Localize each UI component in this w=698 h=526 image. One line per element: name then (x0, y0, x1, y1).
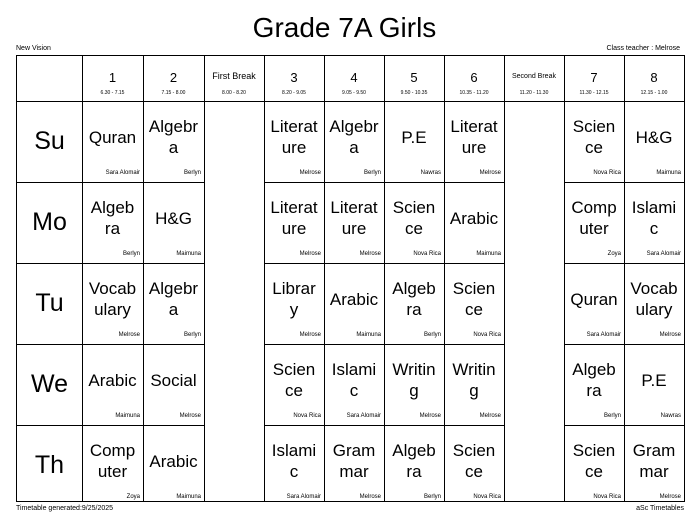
lesson-teacher: Sara Alomair (105, 170, 140, 176)
lesson-cell[interactable] (82, 263, 143, 344)
subject-line: c (649, 219, 659, 238)
lesson-teacher: Melrose (299, 170, 321, 176)
lesson-subject-text (272, 278, 315, 320)
period-time: 9.05 - 9.50 (342, 90, 366, 96)
subject-line: H&G (635, 127, 673, 147)
lesson-teacher: Sara Alomair (586, 332, 621, 338)
lesson-subject-text (272, 440, 316, 482)
lesson-teacher: Maimuna (115, 413, 140, 419)
subject-line: ce (585, 138, 603, 157)
subject-line: P.E (401, 127, 427, 147)
lesson-cell[interactable] (82, 182, 143, 263)
break-label: First Break (212, 71, 256, 81)
subject-line: Literat (270, 117, 318, 136)
lesson-cell[interactable] (564, 425, 624, 506)
subject-line: Arabic (329, 289, 379, 309)
lesson-subject (143, 182, 204, 254)
lesson-subject (143, 101, 204, 173)
subject-line: Algeb (572, 360, 616, 379)
lesson-subject-text (453, 278, 496, 320)
subject-line: Arabic (88, 370, 137, 390)
subject-line: Arabic (449, 208, 499, 228)
subject-line: Gram (332, 441, 376, 460)
lesson-cell[interactable] (264, 263, 324, 344)
subject-line: Algebr (148, 117, 199, 136)
lesson-teacher: Maimuna (176, 251, 201, 257)
lesson-cell[interactable] (143, 101, 204, 182)
day-label: Th (34, 451, 65, 479)
lesson-cell[interactable] (384, 101, 444, 182)
lesson-subject (564, 101, 624, 173)
lesson-subject (264, 182, 324, 254)
lesson-subject-text (332, 359, 376, 401)
lesson-subject (564, 263, 624, 335)
lesson-subject-text (570, 289, 617, 310)
subject-line: Algeb (392, 441, 436, 460)
lesson-subject-text (273, 359, 316, 401)
subject-line: ra (586, 381, 602, 400)
subject-line: g (409, 381, 419, 400)
subject-line: ce (465, 300, 483, 319)
subject-line: ure (461, 138, 487, 157)
lesson-subject (624, 182, 684, 254)
period-time: 11.30 - 12.15 (579, 90, 609, 96)
lesson-teacher: Melrose (659, 332, 681, 338)
lesson-teacher: Maimuna (176, 494, 201, 500)
lesson-subject (444, 101, 504, 173)
subject-line: Gram (632, 441, 676, 460)
lesson-subject-text (330, 197, 377, 239)
subject-line: ra (406, 300, 422, 319)
lesson-subject (444, 344, 504, 416)
day-label: Tu (35, 289, 64, 317)
subject-line: Literat (270, 198, 318, 217)
lesson-subject (264, 101, 324, 173)
timetable-grid (16, 55, 685, 502)
lesson-cell[interactable] (324, 425, 384, 506)
break-header (204, 56, 264, 101)
lesson-subject-text (401, 127, 426, 148)
subject-line: ure (341, 219, 367, 238)
lesson-teacher: Sara Alomair (646, 251, 681, 257)
page-title: Grade 7A Girls (252, 12, 437, 43)
subject-line: ulary (94, 300, 131, 319)
lesson-cell[interactable] (384, 425, 444, 506)
lesson-subject (82, 263, 143, 335)
lesson-subject (444, 263, 504, 335)
subject-line: ce (285, 381, 303, 400)
subject-line: Literat (330, 198, 378, 217)
lesson-cell[interactable] (143, 182, 204, 263)
lesson-subject-text (392, 359, 435, 401)
subject-line: ure (281, 219, 307, 238)
lesson-subject-text (91, 197, 134, 239)
subject-line: Writin (452, 360, 496, 379)
subject-line: Islami (271, 441, 317, 460)
lesson-cell[interactable] (624, 101, 684, 182)
lesson-teacher: Sara Alomair (346, 413, 381, 419)
lesson-subject (324, 425, 384, 497)
lesson-cell[interactable] (624, 344, 684, 425)
lesson-teacher: Melrose (359, 494, 381, 500)
lesson-teacher: Melrose (479, 413, 501, 419)
day-label: We (30, 370, 69, 398)
subject-line: uter (579, 219, 609, 238)
grid-line (504, 56, 505, 501)
lesson-cell[interactable] (143, 263, 204, 344)
lesson-cell[interactable] (82, 425, 143, 506)
subject-line: ure (281, 138, 307, 157)
lesson-teacher: Melrose (359, 251, 381, 257)
lesson-cell[interactable] (264, 344, 324, 425)
lesson-subject (624, 425, 684, 497)
lesson-teacher: Melrose (299, 332, 321, 338)
period-header (264, 56, 324, 101)
subject-line: g (469, 381, 479, 400)
lesson-cell[interactable] (624, 263, 684, 344)
period-header (564, 56, 624, 101)
lesson-cell[interactable] (444, 101, 504, 182)
lesson-cell[interactable] (564, 101, 624, 182)
period-number: 5 (410, 70, 418, 85)
lesson-teacher: Maimuna (476, 251, 501, 257)
lesson-teacher: Berlyn (423, 332, 441, 338)
subject-line: Scien (272, 360, 316, 379)
lesson-subject (624, 263, 684, 335)
lesson-teacher: Berlyn (183, 170, 201, 176)
lesson-cell[interactable] (384, 182, 444, 263)
period-time: 11.20 - 11.30 (519, 90, 549, 96)
subject-line: Scien (392, 198, 436, 217)
period-time: 10.35 - 11.20 (459, 90, 489, 96)
lesson-teacher: Sara Alomair (286, 494, 321, 500)
subject-line: Vocab (88, 279, 137, 298)
lesson-subject (444, 425, 504, 497)
period-time: 8.00 - 8.20 (222, 90, 246, 96)
lesson-subject (564, 344, 624, 416)
subject-line: H&G (155, 208, 192, 228)
lesson-teacher: Nawras (420, 170, 441, 176)
subject-line: ra (104, 219, 121, 238)
lesson-cell[interactable] (624, 425, 684, 506)
lesson-teacher: Nova Rica (293, 413, 321, 419)
subject-line: Quran (570, 289, 618, 309)
subject-line: y (289, 300, 299, 319)
subject-line: a (168, 138, 179, 157)
lesson-teacher: Berlyn (603, 413, 621, 419)
lesson-subject (564, 182, 624, 254)
period-header (384, 56, 444, 101)
lesson-teacher: Zoya (126, 494, 140, 500)
lesson-teacher: Melrose (179, 413, 201, 419)
period-time: 9.50 - 10.35 (400, 90, 428, 96)
subject-line: Algebr (329, 117, 379, 136)
lesson-cell[interactable] (264, 182, 324, 263)
lesson-cell[interactable] (444, 182, 504, 263)
lesson-subject (384, 263, 444, 335)
lesson-subject-text (392, 440, 435, 482)
lesson-subject-text (571, 197, 616, 239)
lesson-cell[interactable] (384, 344, 444, 425)
subject-line: Vocab (630, 279, 678, 298)
lesson-teacher: Melrose (419, 413, 441, 419)
period-number: 2 (169, 70, 178, 85)
lesson-subject (624, 344, 684, 416)
lesson-subject-text (632, 197, 676, 239)
lesson-teacher: Nawras (660, 413, 681, 419)
lesson-subject-text (573, 116, 616, 158)
lesson-cell[interactable] (444, 344, 504, 425)
lesson-subject-text (573, 440, 616, 482)
subject-line: a (349, 138, 359, 157)
lesson-subject-text (450, 208, 498, 229)
lesson-cell[interactable] (143, 425, 204, 506)
lesson-cell[interactable] (564, 182, 624, 263)
lesson-cell[interactable] (564, 344, 624, 425)
subject-line: Literat (450, 117, 498, 136)
lesson-teacher: Maimuna (356, 332, 381, 338)
lesson-teacher: Melrose (299, 251, 321, 257)
subject-line: Librar (272, 279, 316, 298)
period-header (324, 56, 384, 101)
lesson-subject-text (333, 440, 376, 482)
subject-line: ce (585, 462, 603, 481)
subject-line: ra (406, 462, 422, 481)
lesson-subject-text (155, 208, 192, 229)
period-header (82, 56, 143, 101)
lesson-subject-text (270, 197, 317, 239)
lesson-subject (264, 425, 324, 497)
subject-line: Comp (89, 441, 136, 460)
class-teacher: Class teacher : Melrose (606, 45, 680, 52)
subject-line: mar (339, 462, 369, 481)
lesson-teacher: Melrose (659, 494, 681, 500)
lesson-subject-text (572, 359, 615, 401)
day-label: Su (34, 127, 65, 155)
lesson-teacher: Nova Rica (593, 170, 621, 176)
lesson-subject-text (149, 116, 198, 158)
lesson-teacher: Melrose (479, 170, 501, 176)
subject-line: Islami (331, 360, 377, 379)
lesson-subject (324, 344, 384, 416)
lesson-subject-text (149, 451, 197, 472)
lesson-subject (624, 101, 684, 173)
lesson-subject-text (329, 116, 378, 158)
lesson-subject (143, 425, 204, 497)
subject-line: P.E (641, 370, 667, 390)
lesson-subject-text (630, 278, 677, 320)
subject-line: Quran (88, 127, 137, 147)
lesson-subject-text (90, 440, 135, 482)
lesson-cell[interactable] (444, 263, 504, 344)
lesson-subject (82, 425, 143, 497)
generated-date: Timetable generated:9/25/2025 (16, 505, 114, 512)
subject-line: ce (405, 219, 423, 238)
period-header (444, 56, 504, 101)
lesson-subject (384, 425, 444, 497)
lesson-subject (82, 344, 143, 416)
subject-line: Arabic (149, 451, 198, 471)
lesson-cell[interactable] (444, 425, 504, 506)
grid-line (204, 56, 205, 501)
lesson-subject-text (450, 116, 497, 158)
lesson-subject (264, 344, 324, 416)
subject-line: Scien (572, 441, 616, 460)
subject-line: Scien (452, 279, 496, 298)
subject-line: a (168, 300, 179, 319)
lesson-cell[interactable] (324, 263, 384, 344)
lesson-cell[interactable] (82, 101, 143, 182)
lesson-cell[interactable] (324, 101, 384, 182)
period-header (143, 56, 204, 101)
lesson-subject-text (393, 197, 436, 239)
period-time: 7.15 - 8.00 (161, 90, 186, 96)
lesson-subject-text (150, 370, 196, 391)
period-time: 12.15 - 1.00 (640, 90, 668, 96)
period-number: 6 (470, 70, 478, 85)
lesson-subject-text (392, 278, 435, 320)
lesson-subject-text (641, 370, 666, 391)
lesson-subject (82, 182, 143, 254)
lesson-subject-text (633, 440, 676, 482)
subject-line: mar (639, 462, 669, 481)
lesson-subject-text (452, 359, 495, 401)
day-label: Mo (32, 208, 67, 236)
period-number: 8 (650, 70, 658, 85)
lesson-subject (82, 101, 143, 173)
break-header (504, 56, 564, 101)
period-number: 4 (350, 70, 358, 85)
lesson-subject-text (330, 289, 378, 310)
period-time: 8.20 - 9.05 (282, 90, 306, 96)
lesson-subject (444, 182, 504, 254)
lesson-subject (143, 263, 204, 335)
subject-line: Comp (571, 198, 617, 217)
lesson-subject-text (149, 278, 198, 320)
subject-line: Algeb (90, 198, 135, 217)
lesson-teacher: Maimuna (656, 170, 681, 176)
lesson-subject-text (89, 127, 136, 148)
subject-line: c (289, 462, 299, 481)
lesson-subject-text (88, 370, 136, 391)
subject-line: Algebr (148, 279, 199, 298)
lesson-cell[interactable] (264, 425, 324, 506)
subject-line: Algeb (392, 279, 436, 298)
period-number: 3 (290, 70, 298, 85)
subject-line: Writin (392, 360, 436, 379)
lesson-teacher: Berlyn (122, 251, 140, 257)
lesson-teacher: Zoya (607, 251, 621, 257)
lesson-teacher: Nova Rica (473, 494, 501, 500)
lesson-cell[interactable] (324, 344, 384, 425)
lesson-subject (264, 263, 324, 335)
lesson-subject-text (270, 116, 317, 158)
lesson-teacher: Berlyn (423, 494, 441, 500)
subject-line: uter (97, 462, 128, 481)
lesson-teacher: Melrose (118, 332, 140, 338)
lesson-subject (324, 182, 384, 254)
lesson-subject (384, 344, 444, 416)
lesson-subject-text (636, 127, 673, 148)
lesson-cell[interactable] (564, 263, 624, 344)
lesson-teacher: Nova Rica (473, 332, 501, 338)
lesson-subject (384, 182, 444, 254)
lesson-teacher: Berlyn (363, 170, 381, 176)
lesson-subject (384, 101, 444, 173)
period-time: 6.30 - 7.15 (100, 90, 125, 96)
subject-line: Islami (631, 198, 677, 217)
subject-line: Scien (452, 441, 496, 460)
subject-line: Scien (572, 117, 616, 136)
lesson-cell[interactable] (324, 182, 384, 263)
lesson-subject (564, 425, 624, 497)
software-name: aSc Timetables (636, 505, 684, 512)
break-label: Second Break (512, 73, 556, 80)
lesson-cell[interactable] (624, 182, 684, 263)
subject-line: Social (150, 370, 197, 390)
period-number: 7 (590, 70, 598, 85)
lesson-teacher: Berlyn (183, 332, 201, 338)
subject-line: ce (465, 462, 483, 481)
lesson-subject (324, 101, 384, 173)
lesson-cell[interactable] (82, 344, 143, 425)
period-header (624, 56, 684, 101)
subject-line: c (349, 381, 359, 400)
lesson-cell[interactable] (143, 344, 204, 425)
lesson-cell[interactable] (264, 101, 324, 182)
school-name: New Vision (16, 45, 51, 52)
lesson-subject-text (89, 278, 136, 320)
lesson-subject (143, 344, 204, 416)
lesson-teacher: Nova Rica (413, 251, 441, 257)
period-number: 1 (108, 70, 117, 85)
lesson-subject (324, 263, 384, 335)
lesson-subject-text (453, 440, 496, 482)
lesson-teacher: Nova Rica (593, 494, 621, 500)
lesson-cell[interactable] (384, 263, 444, 344)
subject-line: ulary (635, 300, 673, 319)
